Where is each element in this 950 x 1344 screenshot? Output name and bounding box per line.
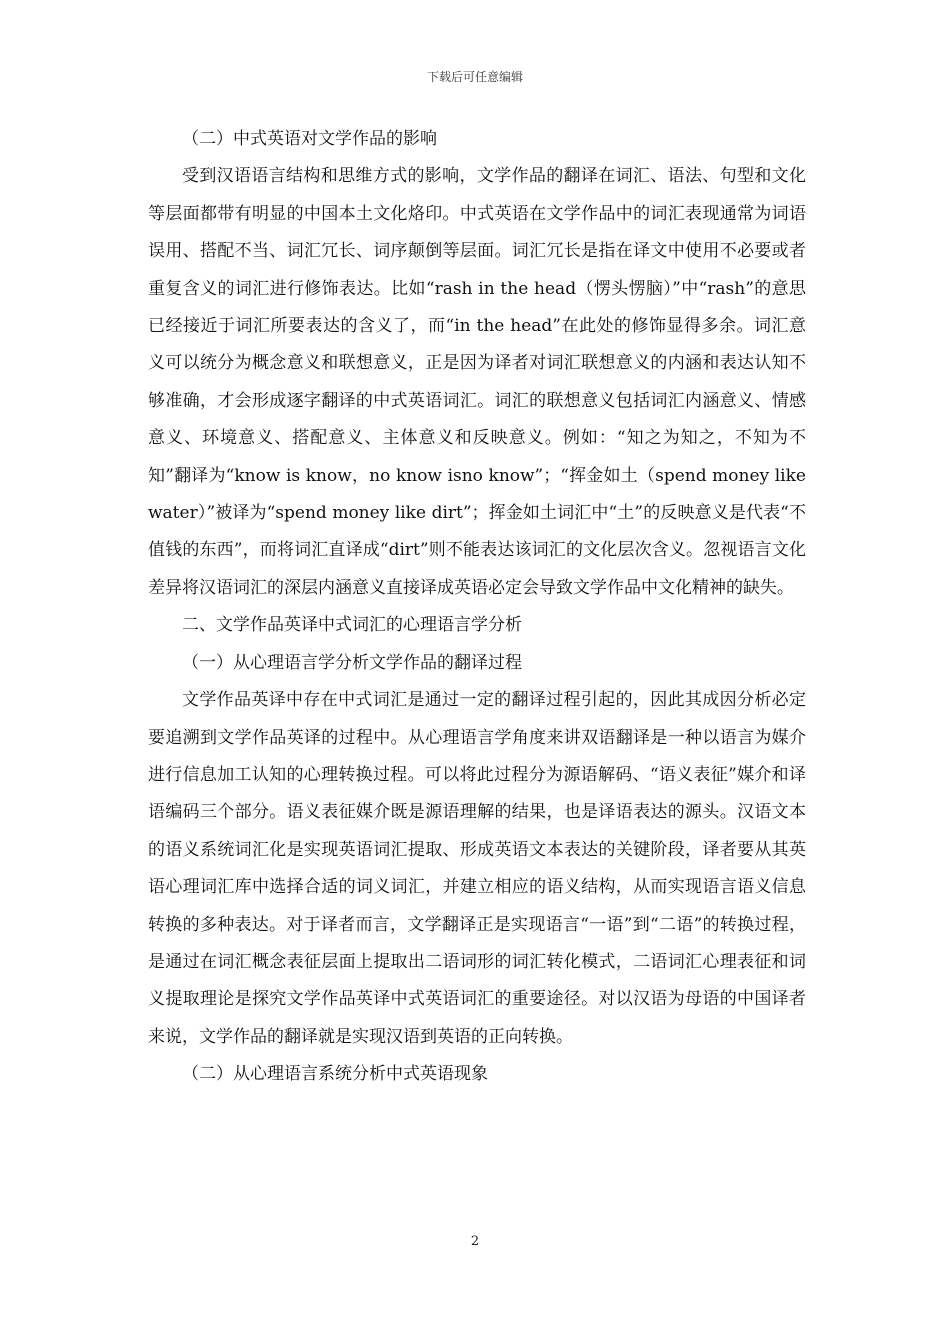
- page-number: 2: [470, 1234, 480, 1249]
- section-heading: （一）从心理语言学分析文学作品的翻译过程: [182, 652, 522, 673]
- section-heading: （二）从心理语言系统分析中式英语现象: [182, 1064, 488, 1085]
- page-content: [148, 121, 806, 1094]
- page-header: 下载后可任意编辑: [426, 70, 523, 84]
- body-paragraph: 文学作品英译中存在中式词汇是通过一定的翻译过程引起的，因此其成因分析必定要追溯到文学作品英译的过程中。从心理语言学角度来讲双语翻译是一种以语言为媒介进行信息加工认知的心理转换过程。可以将此过程分为源语解码、“语义表征”媒介和译语编码三个部分。语义表征媒介既是源语理解的结果，也是译语表达的源头。汉语文本的语义系统词汇化是实现英语词汇提取、形成英语文本表达的关键阶段，译者要从其英语心理词汇库中选择合适的词义词汇，并建立相应的语义结构，从而实现语言语义信息转换的多种表达。对于译者而言，文学翻译正是实现语言“一语”到“二语”的转换过程，是通过在词汇概念表征层面上提取出二语词形的词汇转化模式，二语词汇心理表征和词义提取理论是探究文学作品英译中式英语词汇的重要途径。对以汉语为母语的中国译者来说，文学作品的翻译就是实现汉语到英语的正向转换。: [148, 690, 806, 1047]
- section-heading: 二、文学作品英译中式词汇的心理语言学分析: [182, 615, 522, 636]
- section-heading: （二）中式英语对文学作品的影响: [182, 129, 437, 149]
- body-paragraph: 受到汉语语言结构和思维方式的影响，文学作品的翻译在词汇、语法、句型和文化等层面都带有明显的中国本土文化烙印。中式英语在文学作品中的词汇表现通常为词语误用、搭配不当、词汇冗长、词序颠倒等层面。词汇冗长是指在译文中使用不必要或者重复含义的词汇进行修饰表达。比如“rash in the head（愣头愣脑）”中“rash”的意思已经接近于词汇所要表达的含义了，而“in the head”在此处的修饰显得多余。词汇意义可以统分为概念意义和联想意义，正是因为译者对词汇联想意义的内涵和表达认知不够准确，才会形成逐字翻译的中式英语词汇。词汇的联想意义包括词汇内涵意义、情感意义、环境意义、搭配意义、主体意义和反映意义。例如：“知之为知之，不知为不知”翻译为“know is know，no know isno know”；“挥金如土（spend money likewater）”被译为“spend money like dirt”；挥金如土词汇中“土”的反映意义是代表“不值钱的东西”，而将词汇直译成“dirt”则不能表达该词汇的文化层次含义。忽视语言文化差异将汉语词汇的深层内涵意义直接译成英语必定会导致文学作品中文化精神的缺失。: [148, 166, 806, 598]
